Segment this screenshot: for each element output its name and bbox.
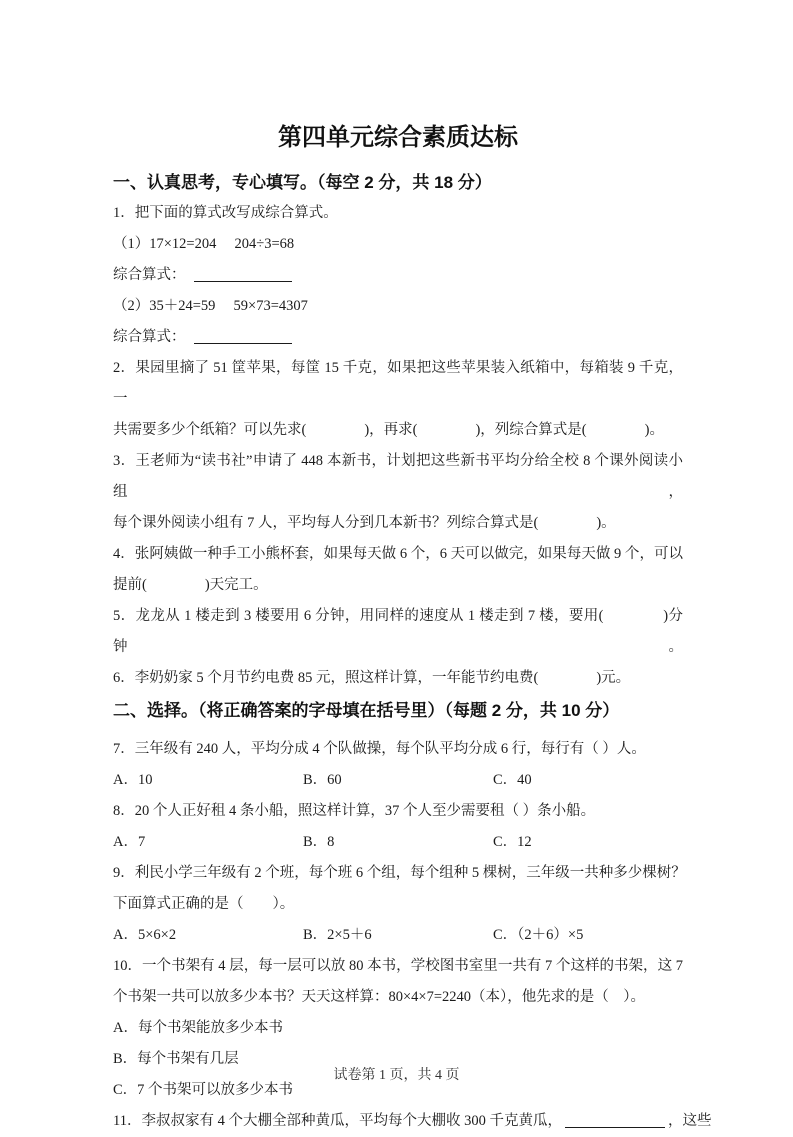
q10-line-2: 个书架一共可以放多少本书？天天这样算：80×4×7=2240（本），他先求的是（ ）。: [113, 989, 646, 1005]
q7-option-b: B．60: [303, 772, 342, 788]
q2-line-1: 2．果园里摘了 51 筐苹果，每筐 15 千克，如果把这些苹果装入纸箱中，每箱装 9 千克，一: [113, 360, 683, 407]
q6-line: 6．李奶奶家 5 个月节约电费 85 元，照这样计算，一年能节约电费( )元。: [113, 670, 631, 686]
q8-option-b: B．8: [303, 834, 335, 850]
section1-heading: 一、认真思考，专心填写。（每空 2 分，共 18 分）: [113, 173, 492, 192]
q5-line: 5．龙龙从 1 楼走到 3 楼要用 6 分钟，用同样的速度从 1 楼走到 7 楼，要用( )分钟。: [113, 608, 683, 655]
q8-stem: 8．20 个人正好租 4 条小船，照这样计算，37 个人至少需要租（ ）条小船。: [113, 803, 596, 819]
exam-content: [113, 0, 712, 1137]
q11-text-pre: 11．李叔叔家有 4 个大棚全部种黄瓜，平均每个大棚收 300 千克黄瓜，: [113, 1113, 562, 1129]
q7-stem: 7．三年级有 240 人，平均分成 4 个队做操，每个队平均分成 6 行，每行有（ ）人。: [113, 741, 646, 757]
q1-answer-row-2: [113, 322, 683, 353]
q1-answer-row-1: [113, 260, 683, 291]
q9-option-c: C．（2＋6）×5: [493, 927, 584, 943]
q11-blank-underline: [565, 1114, 665, 1128]
q7-option-c: C．40: [493, 772, 532, 788]
q7-options-row: [113, 765, 683, 796]
q4-line-2: 提前( )天完工。: [113, 577, 268, 593]
q11-text-post: ，这些: [667, 1113, 712, 1129]
q1-expression-1: （1）17×12=204 204÷3=68: [113, 236, 295, 252]
q9-line-2: 下面算式正确的是（ ）。: [113, 896, 295, 912]
q9-option-a: A．5×6×2: [113, 927, 177, 943]
section2-heading: 二、选择。（将正确答案的字母填在括号里）（每题 2 分，共 10 分）: [113, 701, 620, 720]
q8-option-c: C．12: [493, 834, 532, 850]
q2-line-2: 共需要多少个纸箱？可以先求( )，再求( )，列综合算式是( )。: [113, 422, 664, 438]
q9-option-b: B．2×5＋6: [303, 927, 372, 943]
q3-line-1: 3．王老师为“读书社”申请了 448 本新书，计划把这些新书平均分给全校 8 个课外阅读小组，: [113, 453, 683, 500]
q10-option-b: B．每个书架有几层: [113, 1051, 239, 1067]
answer-blank-underline-1: [194, 268, 292, 282]
q3-line-2: 每个课外阅读小组有 7 人，平均每人分到几本新书？列综合算式是( )。: [113, 515, 616, 531]
q1-blank-label-2: 综合算式：: [113, 329, 186, 345]
q7-option-a: A．10: [113, 772, 153, 788]
q8-options-row: [113, 827, 683, 858]
page-footer: 试卷第 1 页，共 4 页: [333, 1068, 460, 1083]
answer-blank-underline-2: [194, 330, 292, 344]
q10-option-c: C．7 个书架可以放多少本书: [113, 1082, 294, 1098]
q1-expression-2: （2）35＋24=59 59×73=4307: [113, 298, 308, 314]
q8-option-a: A．7: [113, 834, 146, 850]
q10-line-1: 10．一个书架有 4 层，每一层可以放 80 本书，学校图书室里一共有 7 个这样的书架，这 7: [113, 958, 683, 974]
q1-blank-label-1: 综合算式：: [113, 267, 186, 283]
exam-title: 第四单元综合素质达标: [278, 124, 518, 151]
q9-options-row: [113, 920, 683, 951]
q4-line-1: 4．张阿姨做一种手工小熊杯套，如果每天做 6 个，6 天可以做完，如果每天做 9 个，可以: [113, 546, 683, 562]
q10-option-a: A．每个书架能放多少本书: [113, 1020, 283, 1036]
q9-line-1: 9．利民小学三年级有 2 个班，每个班 6 个组，每个组种 5 棵树，三年级一共种多少棵树？: [113, 865, 686, 881]
q1-stem: 1．把下面的算式改写成综合算式。: [113, 205, 338, 221]
